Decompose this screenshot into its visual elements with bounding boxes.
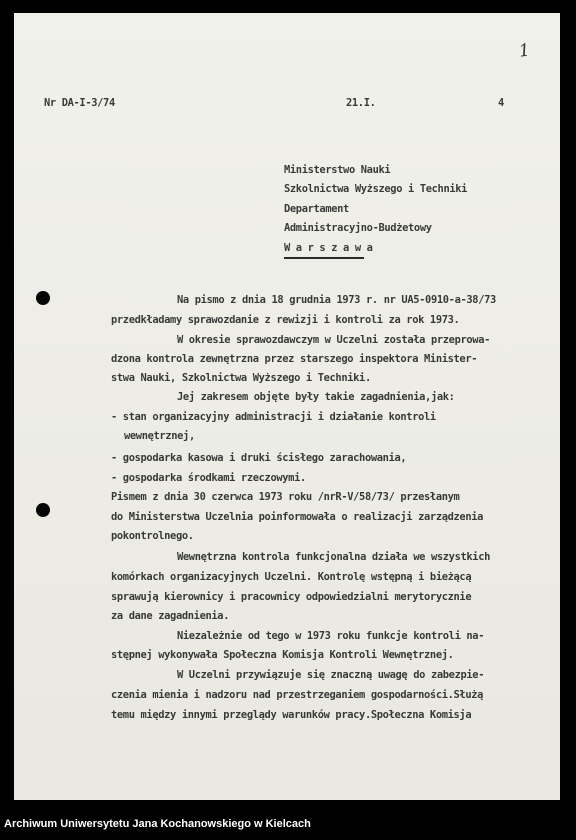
body-line: Jej zakresem objęte były takie zagadnienia,jak: — [177, 391, 455, 403]
body-line: przedkładamy sprawozdanie z rewizji i kontroli za rok 1973. — [111, 314, 460, 326]
addressee-line: Departament — [284, 203, 349, 215]
body-line: - stan organizacyjny administracji i działanie kontroli — [111, 411, 436, 423]
body-line: W Uczelni przywiązuje się znaczną uwagę do zabezpie- — [177, 669, 485, 681]
body-line: do Ministerstwa Uczelnia poinformowała o realizacji zarządzenia — [111, 511, 484, 523]
body-line: Wewnętrzna kontrola funkcjonalna działa we wszystkich — [177, 551, 491, 563]
body-line: - gospodarka środkami rzeczowymi. — [111, 472, 306, 484]
punch-hole — [36, 291, 50, 305]
body-line: - gospodarka kasowa i druki ścisłego zarachowania, — [111, 452, 407, 464]
body-line: W okresie sprawozdawczym w Uczelni została przeprowa- — [177, 334, 491, 346]
body-line: Niezależnie od tego w 1973 roku funkcje kontroli na- — [177, 630, 485, 642]
body-line: stwa Nauki, Szkolnictwa Wyższego i Techniki. — [111, 372, 371, 384]
addressee-line: Ministerstwo Nauki — [284, 164, 391, 176]
body-line: pokontrolnego. — [111, 530, 194, 542]
body-line: wewnętrznej, — [124, 430, 195, 442]
document-number: 4 — [498, 97, 504, 109]
reference-number: Nr DA-I-3/74 — [44, 97, 115, 109]
body-line: Pismem z dnia 30 czerwca 1973 roku /nrR-V/58/73/ przesłanym — [111, 491, 460, 503]
page-number: 1 — [517, 40, 532, 62]
addressee-line: Szkolnictwa Wyższego i Techniki — [284, 183, 468, 195]
body-line: czenia mienia i nadzoru nad przestrzeganiem gospodarności.Służą — [111, 689, 484, 701]
body-line: komórkach organizacyjnych Uczelni. Kontrolę wstępną i bieżącą — [111, 571, 472, 583]
body-line: stępnej wykonywała Społeczna Komisja Kontroli Wewnętrznej. — [111, 649, 454, 661]
body-line: Na pismo z dnia 18 grudnia 1973 r. nr UA5-0910-a-38/73 — [177, 294, 496, 306]
body-line: sprawują kierownicy i pracownicy odpowiedzialni merytorycznie — [111, 591, 472, 603]
punch-hole — [36, 503, 50, 517]
body-line: temu między innymi przeglądy warunków pracy.Społeczna Komisja — [111, 709, 472, 721]
addressee-city: W a r s z a w a — [284, 242, 373, 254]
document-date: 21.I. — [346, 97, 376, 109]
archive-caption: Archiwum Uniwersytetu Jana Kochanowskiego w Kielcach — [4, 818, 311, 830]
addressee-line: Administracyjno-Budżetowy — [284, 222, 432, 234]
body-line: dzona kontrola zewnętrzna przez starszego inspektora Minister- — [111, 353, 478, 365]
body-line: za dane zagadnienia. — [111, 610, 230, 622]
city-underline — [284, 257, 364, 259]
document-page — [14, 13, 560, 800]
